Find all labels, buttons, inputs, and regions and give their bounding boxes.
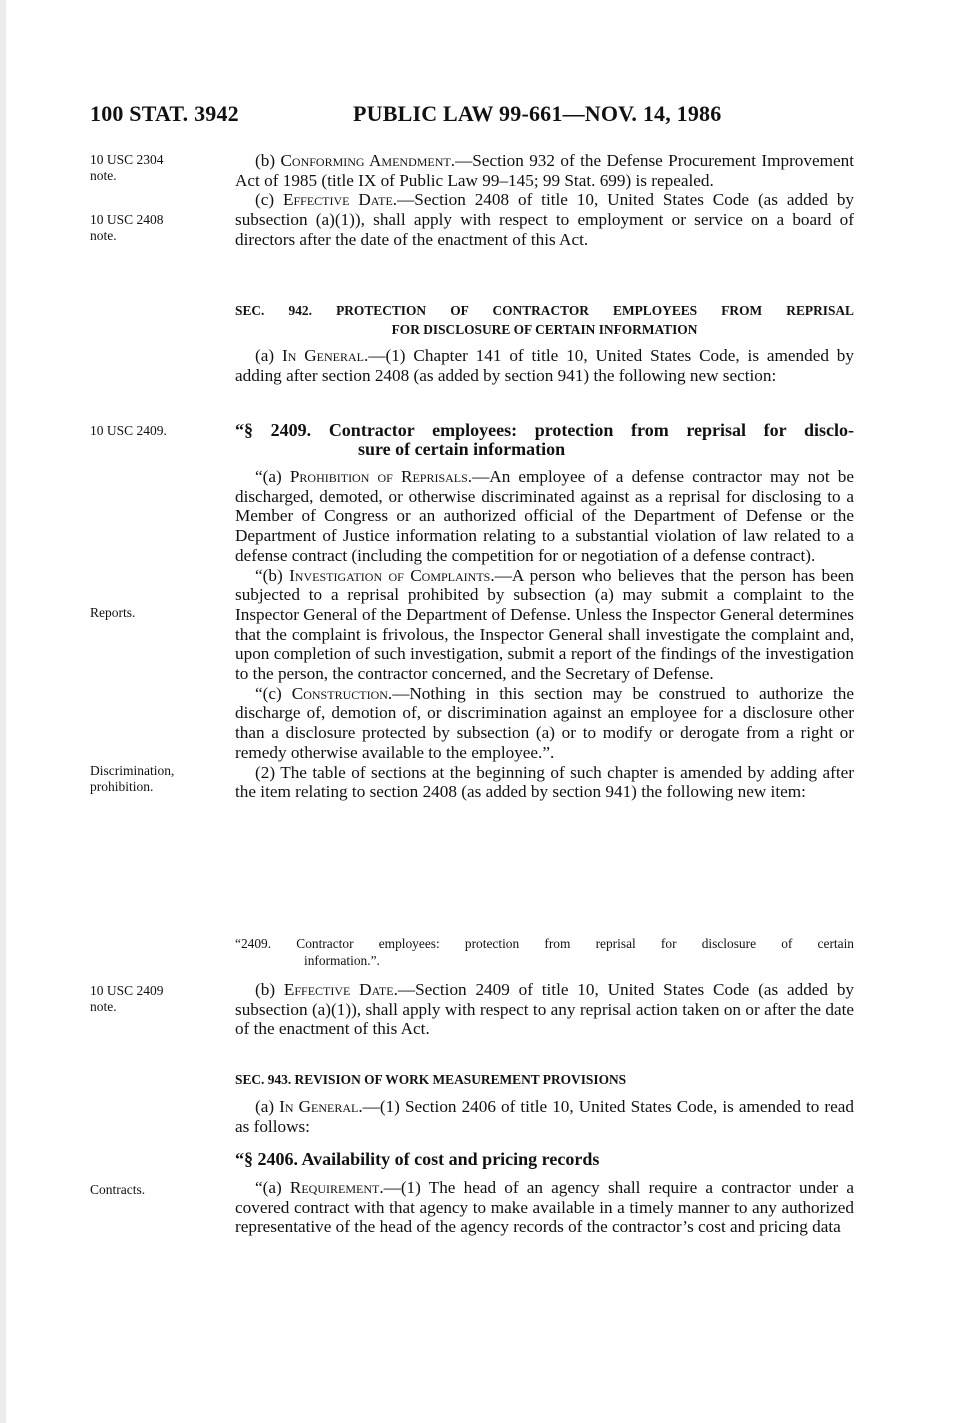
margin-note-10usc2408: 10 USC 2408 note.: [90, 212, 164, 243]
page-reference: 100 STAT. 3942: [90, 101, 239, 126]
margin-note-10usc2409: 10 USC 2409.: [90, 423, 167, 438]
paragraph-construction: “(c) Construction.—Nothing in this section may be construed to authorize the discharge of, demotion of, or discrimination against an employee for a disclosure other than a disclosure protected by subsection (a) or to modify or derogate from a right or remedy otherwise available to the employee.”.: [235, 683, 854, 762]
margin-note-10usc2304: 10 USC 2304 note.: [90, 152, 164, 183]
margin-note-discrimination: Discrimination, prohibition.: [90, 763, 175, 794]
paragraph-b-conforming-amendment: (b) Conforming Amendment.—Section 932 of the Defense Procurement Improvement Act of 1985 (title IX of Public Law 99–145; 99 Stat. 699) is repealed.: [235, 151, 854, 190]
section-2409-body: [235, 467, 854, 802]
paragraph-a-in-general: (a) In General.—(1) Chapter 141 of title 10, United States Code, is amended by adding after section 2408 (as added by section 941) the following new section:: [235, 346, 854, 385]
table-of-sections-item: “2409. Contractor employees: protection from reprisal for disclosure of certain information.”.: [235, 936, 854, 968]
paragraph-table-of-sections: (2) The table of sections at the beginning of such chapter is amended by adding after the item relating to section 2408 (as added by section 941) the following new item:: [235, 762, 854, 802]
margin-note-reports: Reports.: [90, 605, 136, 620]
paragraph-a-in-general-943: (a) In General.—(1) Section 2406 of title 10, United States Code, is amended to read as follows:: [235, 1097, 855, 1136]
section-943-heading: SEC. 943. REVISION OF WORK MEASUREMENT PROVISIONS: [235, 1072, 627, 1087]
paragraph-investigation-of-complaints: “(b) Investigation of Complaints.—A person who believes that the person has been subjected to a reprisal prohibited by subsection (a) may submit a complaint to the Inspector General of the Department of Defense. Unless the Inspector General determines that the complaint is frivolous, the Inspector General shall investigate the complaint and, upon completion of such investigation, submit a report of the findings of the investigation to the person, the contractor concerned, and the Secretary of Defense.: [235, 565, 854, 684]
paragraph-b-effective-date: (b) Effective Date.—Section 2409 of title 10, United States Code (as added by subsection (a)(1)), shall apply with respect to any reprisal action taken on or after the date of the enactment of this Act.: [235, 980, 855, 1039]
paragraph-requirement: “(a) Requirement.—(1) The head of an agency shall require a contractor under a covered contract with that agency to make available in a timely manner to any authorized representative of the head of the agency records of the contractor’s cost and pricing data: [235, 1178, 854, 1237]
section-942-subsection-a: [235, 346, 854, 385]
section-943-subsection-a: [235, 1097, 854, 1136]
law-title: PUBLIC LAW 99-661—NOV. 14, 1986: [353, 101, 722, 126]
section-2409-heading: “§ 2409. Contractor employees: protection from reprisal for disclo- sure of certain information: [235, 420, 854, 459]
section-2406-body: [235, 1178, 854, 1237]
section-2406-heading: “§ 2406. Availability of cost and pricing records: [235, 1149, 600, 1169]
section-942-subsection-b: [235, 980, 854, 1039]
paragraph-c-effective-date: (c) Effective Date.—Section 2408 of title 10, United States Code (as added by subsection (a)(1)), shall apply with respect to employment or service on a board of directors after the date of the enactment of this Act.: [235, 190, 855, 249]
page-edge-shadow: [0, 0, 6, 1423]
section-941-tail: [235, 151, 854, 250]
paragraph-prohibition-of-reprisals: “(a) Prohibition of Reprisals.—An employee of a defense contractor may not be discharged, demoted, or otherwise discriminated against as a reprisal for disclosing to a Member of Congress or an authorized official of the Department of Defense or the Department of Justice information relating to a substantial violation of law related to a defense contract (including the competition for or negotiation of a defense contract).: [235, 467, 854, 565]
margin-note-contracts: Contracts.: [90, 1182, 146, 1197]
section-942-heading: SEC. 942. PROTECTION OF CONTRACTOR EMPLOYEES FROM REPRISAL FOR DISCLOSURE OF CERTAIN INFORMATION: [235, 303, 854, 337]
margin-note-10usc2409-note: 10 USC 2409 note.: [90, 983, 164, 1014]
